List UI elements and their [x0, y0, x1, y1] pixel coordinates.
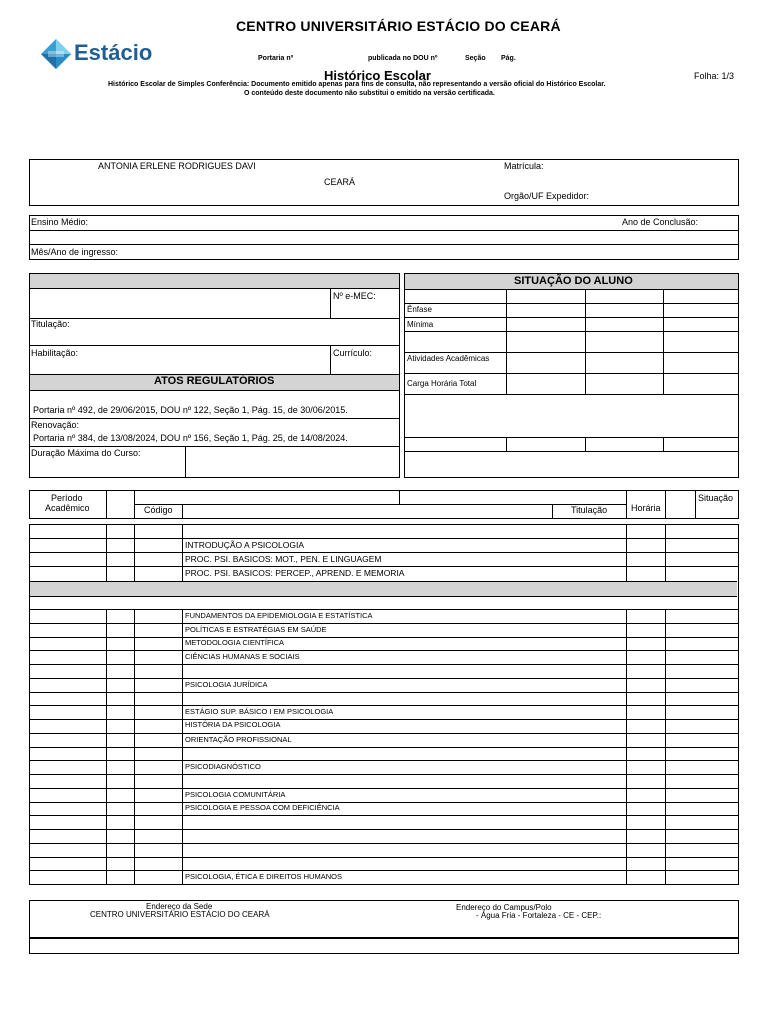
emec-label: Nº e-MEC:	[333, 291, 376, 301]
periodo-label: Período	[51, 493, 83, 503]
disclaimer-line-1: Histórico Escolar de Simples Conferência: Documento emitido apenas para fins de consulta, não representando a versão oficial do Histórico Escolar.	[108, 81, 606, 88]
habilitacao-label: Habilitação:	[31, 348, 79, 358]
renovacao-label: Renovação:	[31, 420, 80, 430]
folha-label: Folha: 1/3	[694, 71, 735, 81]
minima-label: Mínima	[407, 320, 434, 329]
ano-conclusao-label: Ano de Conclusão:	[622, 217, 699, 227]
subject-name: PSICOLOGIA, ÉTICA E DIREITOS HUMANOS	[185, 872, 342, 881]
ingresso-label: Mês/Ano de ingresso:	[31, 247, 119, 257]
curriculo-label: Currículo:	[333, 348, 373, 358]
subject-name: PROC. PSI. BASICOS: MOT., PEN. E LINGUAGEM	[185, 554, 382, 564]
course-header-bar	[30, 274, 399, 288]
ensino-medio-label: Ensino Médio:	[31, 217, 89, 227]
orgao-label: Orgão/UF Expedidor:	[504, 191, 590, 201]
atividades-label: Atividades Acadêmicas	[407, 354, 490, 363]
estacio-logo	[40, 38, 153, 70]
subject-name: ESTÁGIO SUP. BÁSICO I EM PSICOLOGIA	[185, 707, 334, 716]
enfase-label: Ênfase	[407, 305, 432, 314]
address-box	[29, 900, 739, 938]
carga-label: Carga Horária Total	[407, 379, 477, 388]
horaria-label: Horária	[631, 503, 661, 513]
institution-title: CENTRO UNIVERSITÁRIO ESTÁCIO DO CEARÁ	[236, 18, 561, 34]
sede-label: Endereço da Sede	[146, 902, 213, 911]
footer-blank-row	[29, 938, 739, 954]
situacao-title: SITUAÇÃO DO ALUNO	[514, 275, 633, 287]
period-separator-row	[30, 581, 737, 597]
subject-name: PSICODIAGNÓSTICO	[185, 762, 261, 771]
logo-text: Estácio	[74, 40, 153, 65]
disclaimer-line-2: O conteúdo deste documento não substitui o emitido na versão certificada.	[244, 90, 495, 97]
ato-autorizacao: Portaria nº 492, de 29/06/2015, DOU nº 122, Seção 1, Pág. 15, de 30/06/2015.	[33, 405, 348, 415]
titulacao-label: Titulação:	[31, 319, 70, 329]
subject-name: METODOLOGIA CIENTÍFICA	[185, 638, 285, 647]
campus-value: - Água Fria - Fortaleza - CE - CEP.:	[476, 911, 602, 920]
estacio-logo-icon	[40, 38, 72, 70]
dou-label: publicada no DOU nº	[368, 55, 438, 62]
duracao-label: Duração Máxima do Curso:	[31, 448, 141, 458]
campus-label: Endereço do Campus/Polo	[456, 903, 552, 912]
subject-name: FUNDAMENTOS DA EPIDEMIOLOGIA E ESTATÍSTICA	[185, 611, 373, 620]
subject-name: CIÊNCIAS HUMANAS E SOCIAIS	[185, 652, 300, 661]
subject-name: INTRODUÇÃO A PSICOLOGIA	[185, 540, 305, 550]
matricula-label: Matrícula:	[504, 161, 544, 171]
subject-name: PROC. PSI. BASICOS: PERCEP., APREND. E MEMORIA	[185, 568, 405, 578]
subject-name: PSICOLOGIA E PESSOA COM DEFICIÊNCIA	[185, 803, 340, 812]
academico-label: Acadêmico	[45, 503, 90, 513]
secao-label: Seção	[465, 55, 486, 62]
subject-name: HISTÓRIA DA PSICOLOGIA	[185, 720, 281, 729]
document-title: Histórico Escolar	[324, 68, 431, 83]
student-name: ANTONIA ERLENE RODRIGUES DAVI	[98, 161, 256, 171]
subject-name: PSICOLOGIA JURÍDICA	[185, 680, 268, 689]
ato-renovacao: Portaria nº 384, de 13/08/2024, DOU nº 156, Seção 1, Pág. 25, de 14/08/2024.	[33, 433, 348, 443]
subject-name: POLÍTICAS E ESTRATÉGIAS EM SAÚDE	[185, 625, 327, 634]
portaria-label: Portaria nº	[258, 55, 294, 62]
student-state: CEARÁ	[324, 177, 356, 187]
pag-label: Pág.	[501, 55, 516, 62]
codigo-label: Código	[144, 505, 173, 515]
subject-name: ORIENTAÇÃO PROFISSIONAL	[185, 735, 292, 744]
atos-title: ATOS REGULATÓRIOS	[154, 375, 275, 387]
subject-name: PSICOLOGIA COMUNITÁRIA	[185, 790, 286, 799]
sede-value: CENTRO UNIVERSITÁRIO ESTÁCIO DO CEARÁ	[90, 910, 270, 919]
situacao-col-label: Situação	[698, 493, 734, 503]
titulacao-col-label: Titulação	[571, 505, 608, 515]
